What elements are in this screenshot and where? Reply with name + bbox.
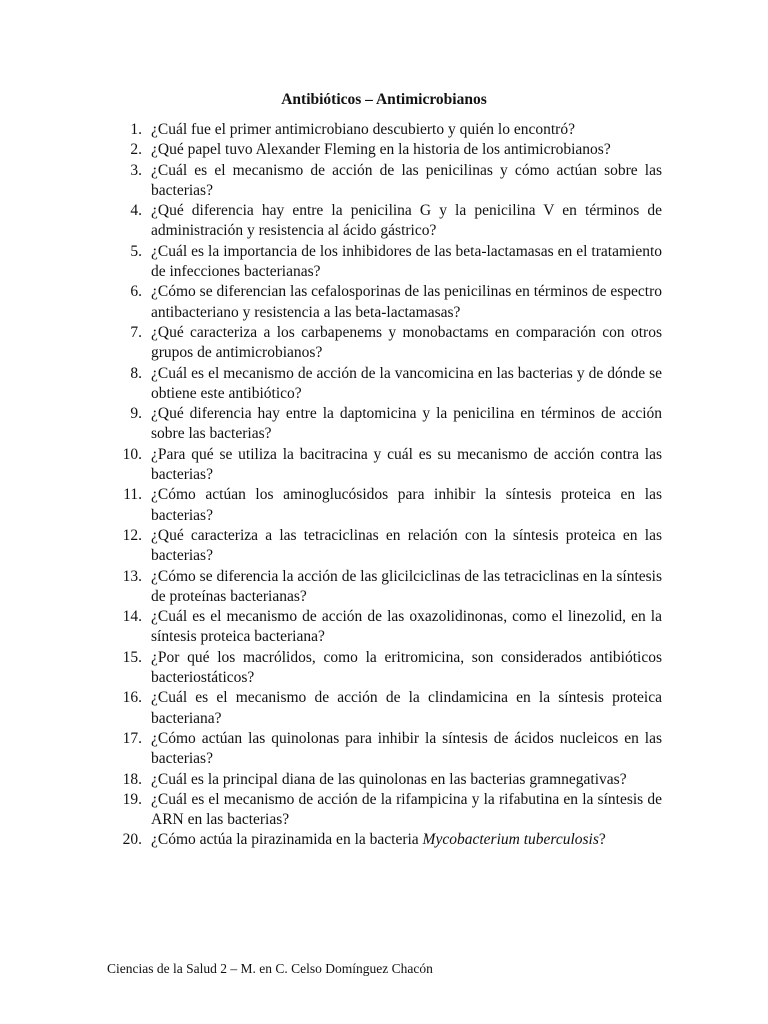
list-item	[107, 770, 662, 790]
question-number: 18.	[122, 770, 142, 788]
question-number: 20.	[122, 831, 142, 849]
question-number: 8.	[130, 364, 142, 382]
question-text: ¿Qué caracteriza a las tetraciclinas en relación con la síntesis proteica en las bacterias?	[151, 526, 662, 565]
question-text: ¿Qué papel tuvo Alexander Fleming en la historia de los antimicrobianos?	[151, 141, 611, 159]
question-text: ¿Cuál es el mecanismo de acción de la rifampicina y la rifabutina en la síntesis de ARN en las bacterias?	[151, 790, 662, 829]
question-text: ¿Qué caracteriza a los carbapenems y monobactams en comparación con otros grupos de antimicrobianos?	[151, 323, 662, 362]
question-text	[151, 830, 662, 850]
list-item	[107, 485, 662, 526]
question-number: 10.	[122, 445, 142, 463]
list-item	[107, 830, 662, 850]
question-text: ¿Cuál es el mecanismo de acción de la vancomicina en las bacterias y de dónde se obtiene este antibiótico?	[151, 364, 662, 402]
list-item	[107, 161, 662, 202]
document-title: Antibióticos – Antimicrobianos	[281, 91, 487, 108]
question-text-after: ?	[598, 831, 606, 849]
list-item	[107, 790, 662, 831]
list-item	[107, 404, 662, 445]
question-number: 19.	[122, 790, 142, 808]
question-number: 13.	[122, 567, 142, 585]
question-text: ¿Cuál es el mecanismo de acción de las oxazolidinonas, como el linezolid, en la síntesis proteica bacteriana?	[151, 608, 662, 646]
question-text: ¿Cuál es la principal diana de las quinolonas en las bacterias gramnegativas?	[151, 770, 627, 788]
question-text: ¿Cómo actúan los aminoglucósidos para inhibir la síntesis proteica en las bacterias?	[151, 486, 662, 524]
question-text-before: ¿Cómo actúa la pirazinamida en la bacteria	[151, 831, 423, 849]
question-number: 4.	[130, 202, 142, 220]
question-number: 5.	[130, 242, 142, 260]
question-text: ¿Qué diferencia hay entre la penicilina G y la penicilina V en términos de administración y resistencia al ácido gástrico?	[151, 202, 662, 240]
question-number: 1.	[130, 121, 142, 138]
organism-name: Mycobacterium tuberculosis	[422, 831, 599, 849]
question-text: ¿Cómo se diferencian las cefalosporinas de las penicilinas en términos de espectro antibacteriano y resistencia a las beta-lactamasas?	[151, 283, 662, 321]
list-item	[107, 323, 662, 364]
page-footer: Ciencias de la Salud 2 – M. en C. Celso Domínguez Chacón	[107, 961, 433, 976]
list-item	[107, 607, 662, 648]
list-item	[107, 282, 662, 323]
list-item	[107, 140, 662, 160]
list-item	[107, 242, 662, 283]
list-item	[107, 729, 662, 770]
question-number: 2.	[130, 141, 142, 159]
question-number: 9.	[130, 405, 142, 423]
question-list	[107, 120, 662, 851]
question-text: ¿Cuál es el mecanismo de acción de las penicilinas y cómo actúan sobre las bacterias?	[151, 161, 662, 199]
question-text: ¿Cómo se diferencia la acción de las glicilciclinas de las tetraciclinas en la síntesis de proteínas bacterianas?	[151, 567, 662, 605]
question-number: 14.	[122, 608, 142, 626]
question-text: ¿Cuál fue el primer antimicrobiano descubierto y quién lo encontró?	[151, 121, 575, 138]
question-number: 16.	[122, 689, 142, 707]
question-number: 11.	[123, 486, 142, 504]
question-number: 17.	[122, 729, 142, 747]
question-text: ¿Cómo actúan las quinolonas para inhibir la síntesis de ácidos nucleicos en las bacterias?	[151, 729, 662, 768]
question-number: 15.	[122, 648, 142, 666]
question-text: ¿Para qué se utiliza la bacitracina y cuál es su mecanismo de acción contra las bacterias?	[151, 445, 662, 484]
question-text: ¿Cuál es la importancia de los inhibidores de las beta-lactamasas en el tratamiento de infecciones bacterianas?	[151, 242, 662, 281]
question-number: 7.	[130, 323, 142, 341]
list-item	[107, 648, 662, 689]
list-item	[107, 445, 662, 486]
question-number: 12.	[122, 526, 142, 544]
list-item	[107, 120, 662, 140]
question-number: 3.	[130, 161, 142, 179]
question-text: ¿Por qué los macrólidos, como la eritromicina, son considerados antibióticos bacteriostáticos?	[151, 648, 662, 687]
list-item	[107, 567, 662, 608]
question-number: 6.	[130, 283, 142, 301]
list-item	[107, 526, 662, 567]
list-item	[107, 688, 662, 729]
list-item	[107, 364, 662, 405]
list-item	[107, 201, 662, 242]
question-text: ¿Qué diferencia hay entre la daptomicina y la penicilina en términos de acción sobre las bacterias?	[151, 405, 662, 443]
question-text: ¿Cuál es el mecanismo de acción de la clindamicina en la síntesis proteica bacteriana?	[151, 689, 662, 727]
